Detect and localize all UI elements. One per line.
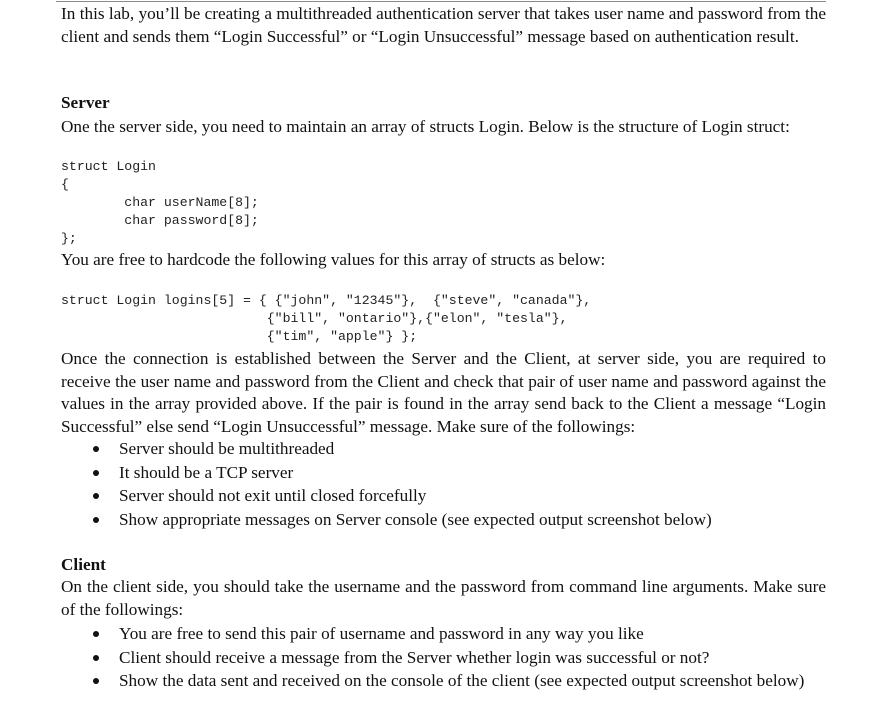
bullet-icon xyxy=(93,493,99,499)
list-item: Show appropriate messages on Server console (see expected output screenshot below) xyxy=(93,508,712,532)
login-struct-code: struct Login { char userName[8]; char password[8]; }; xyxy=(61,159,259,246)
bullet-icon xyxy=(93,446,99,452)
list-item: You are free to send this pair of username and password in any way you like xyxy=(93,622,804,646)
server-intro-paragraph: One the server side, you need to maintain an array of structs Login. Below is the structure of Login struct: xyxy=(61,117,790,136)
list-item: Server should not exit until closed forcefully xyxy=(93,484,712,508)
client-intro-paragraph: On the client side, you should take the username and the password from command line arguments. Make sure of the followings: xyxy=(61,577,826,619)
server-heading: Server xyxy=(61,93,110,112)
client-requirements-list xyxy=(93,622,804,693)
hardcode-paragraph: You are free to hardcode the following values for this array of structs as below: xyxy=(61,250,606,269)
client-heading: Client xyxy=(61,555,106,574)
list-item: Server should be multithreaded xyxy=(93,437,712,461)
intro-paragraph: In this lab, you’ll be creating a multithreaded authentication server that takes user name and password from the client and sends them “Login Successful” or “Login Unsuccessful” message based on authentication result. xyxy=(61,4,826,46)
server-requirements-list xyxy=(93,437,712,531)
server-requirements-paragraph: Once the connection is established between the Server and the Client, at server side, you are required to receive the user name and password from the Client and check that pair of user name and password against the values in the array provided above. If the pair is found in the array send back to the Client a message “Login Successful” else send “Login Unsuccessful” message. Make sure of the followings: xyxy=(61,349,826,436)
bullet-icon xyxy=(93,678,99,684)
list-item: Client should receive a message from the Server whether login was successful or not? xyxy=(93,646,804,670)
bullet-icon xyxy=(93,655,99,661)
logins-array-code: struct Login logins[5] = { {"john", "12345"}, {"steve", "canada"}, {"bill", "ontario"},{"elon", "tesla"}, {"tim", "apple"} }; xyxy=(61,293,592,344)
top-divider xyxy=(56,1,826,2)
list-item: Show the data sent and received on the console of the client (see expected output screenshot below) xyxy=(93,669,804,693)
bullet-icon xyxy=(93,517,99,523)
bullet-icon xyxy=(93,470,99,476)
list-item: It should be a TCP server xyxy=(93,461,712,485)
bullet-icon xyxy=(93,631,99,637)
